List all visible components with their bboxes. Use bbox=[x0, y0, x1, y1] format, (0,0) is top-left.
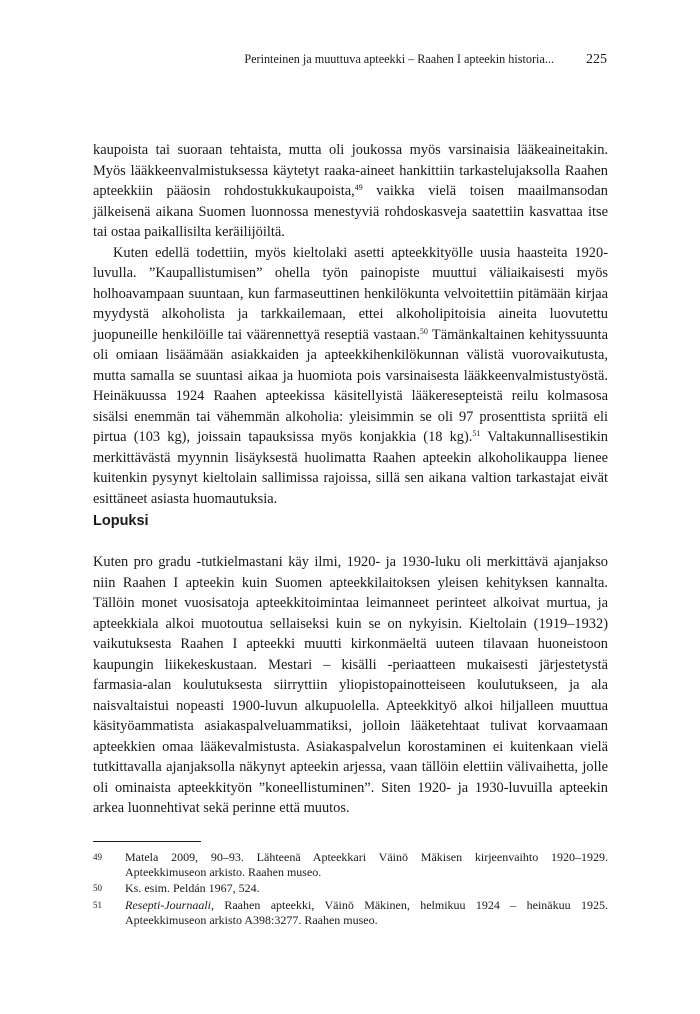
body-section-1 bbox=[93, 140, 608, 509]
footnote-number: 50 bbox=[93, 883, 102, 894]
footnote-51 bbox=[93, 898, 608, 928]
footnote-divider bbox=[93, 841, 201, 842]
footnote-49 bbox=[93, 850, 608, 880]
footnote-ref-50[interactable]: 50 bbox=[419, 326, 428, 336]
footnote-text: Resepti-Journaali, Raahen apteekki, Väinö Mäkinen, helmikuu 1924 – heinäkuu 1925. Apteekkimuseon arkisto A398:3277. Raahen museo. bbox=[125, 897, 608, 927]
footnotes bbox=[93, 850, 608, 928]
paragraph-2: Kuten edellä todettiin, myös kieltolaki asetti apteekkityölle uusia haasteita 1920-luvulla. ”Kaupallistumisen” ohella työn painopiste muuttui väliaikaisesti myös holhoavampaan suuntaan, kun farmaseuttinen henkilökunta velvoitettiin pitämään kirjaa myydystä alkoholista ja tarkkailemaan, ettei alkoholipitoisia aineita luovutettu juopuneille henkilöille tai väärennettyä reseptiä vastaan.$^{50}$ Tämänkaltainen kehityssuunta oli omiaan lisäämään asiakkaiden ja apteekkihenkilökunnan välistä vuorovaikutusta, mutta samalla se suuntasi aikaa ja huomiota pois varsinaisesta lääkkeenvalmistustyöstä. Heinäkuussa 1924 Raahen apteekissa käsitellyistä lääkeresepteistä reilu kolmasosa sisälsi enemmän tai vähemmän alkoholia: yleisimmin se oli 97 prosenttista spriitä eli pirtua (103 kg), joissain tapauksissa myös konjakkia (18 kg).$^{51}$ Valtakunnallisestikin merkittävästä myynnin lisäyksestä huolimatta Raahen apteekin alkoholikauppa lienee kuitenkin pysynyt kieltolain sallimissa rajoissa, sillä sen aikana valtion tarkastajat eivät esittäneet asiasta huomautuksia. bbox=[93, 244, 609, 507]
footnote-text: Ks. esim. Peldán 1967, 524. bbox=[125, 881, 260, 896]
running-header bbox=[93, 52, 607, 68]
body-section-2 bbox=[93, 552, 608, 819]
footnote-number: 49 bbox=[93, 852, 102, 862]
page-number: 225 bbox=[586, 52, 607, 67]
footnote-50 bbox=[93, 881, 608, 896]
paragraph-3: Kuten pro gradu -tutkielmastani käy ilmi, 1920- ja 1930-luku oli merkittävä ajanjakso niin Raahen I apteekin kuin Suomen apteekkilaitoksen yleisen kehityksen kannalta. Tällöin monet vuosisatoja apteekkitoimintaa leimanneet perinteet alkoivat murtua, ja apteekkiala alkoi muotoutua sellaiseksi kuin se on nykyisin. Kieltolain (1919–1932) vaikutuksesta Raahen I apteekki muutti kirkonmäeltä uuteen tilavaan huoneistoon kaupungin liikekeskustaan. Mestari – kisälli -periaatteen mukaisesti järjestetystä farmasia-alan koulutuksesta siirryttiin yliopistopainotteiseen koulutukseen, ja ala naisvaltaistui nopeasti 1900-luvun alkupuolella. Apteekkityö alkoi hiljalleen muuttua käsityöammatista asiakaspalveluammatiksi, jolloin lääketehtaat tulivat korvaamaan apteekkien omaa lääkevalmistusta. Asiakaspalvelun korostaminen ei kuitenkaan vielä tutkittavalla ajanjaksolla näkynyt apteekin arjessa, vaan tällöin elettiin välivaihetta, jolle oli ominaista apteekkityön ”koneellistuminen”. Siten 1920- ja 1930-luvuilla apteekin arkea luonnehtivat sekä perinne että muutos. bbox=[93, 554, 608, 816]
footnote-ref-51[interactable]: 51 bbox=[472, 429, 481, 438]
source-title: Resepti-Journaali bbox=[125, 897, 211, 912]
footnote-number: 51 bbox=[93, 899, 102, 910]
footnote-ref-49[interactable]: 49 bbox=[354, 183, 363, 192]
running-title: Perinteinen ja muuttuva apteekki – Raahen I apteekin historia... bbox=[244, 52, 554, 66]
section-heading: Lopuksi bbox=[93, 513, 149, 529]
footnote-text: Matela 2009, 90–93. Lähteenä Apteekkari Väinö Mäkisen kirjeenvaihto 1920–1929. Apteekkimuseon arkisto. Raahen museo. bbox=[125, 850, 608, 880]
paragraph-1: kaupoista tai suoraan tehtaista, mutta oli joukossa myös varsinaisia lääkeaineitakin. Myös lääkkeenvalmistuksessa käytetyt raaka-aineet hankittiin tarkastelujaksolla Raahen apteekkiin pääosin rohdostukkukaupoista,$^{49}$ vaikka vielä toisen maailmansodan jälkeisenä aikana Suomen luonnossa menestyviä rohdoskasveja saatettiin kasvattaa itse tai ostaa paikallisilta keräilijöiltä. bbox=[93, 142, 609, 240]
